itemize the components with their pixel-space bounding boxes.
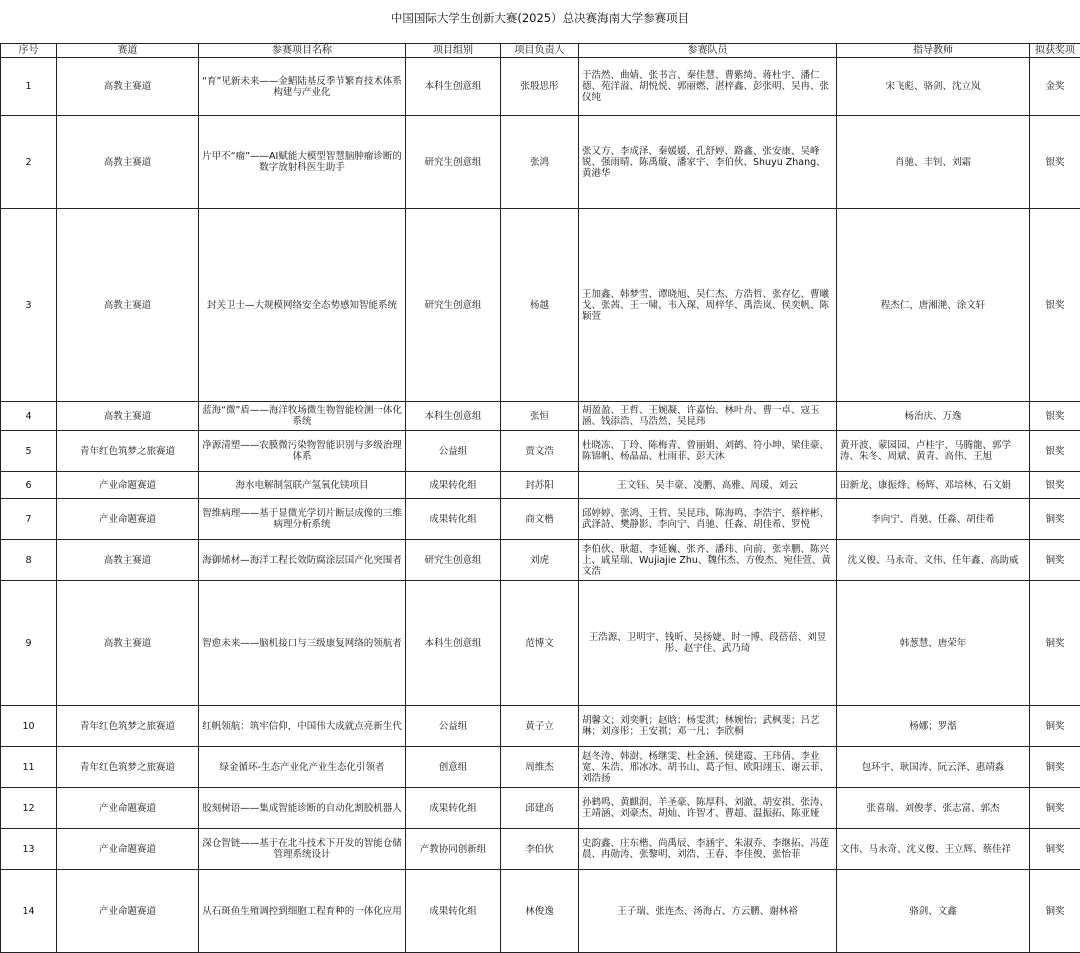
cell-track: 高教主赛道 bbox=[57, 116, 199, 209]
cell-members: 邱婷婷、张鸿、王哲、吴昆玮、陈海鸣、李浩宇、蔡梓彬、武泽詩、樊静影、李向宁、肖驰、任淼、胡佳希、罗悦 bbox=[579, 499, 837, 540]
header-project-name: 参赛项目名称 bbox=[199, 44, 406, 58]
cell-no: 2 bbox=[1, 116, 57, 209]
table-row bbox=[1, 431, 1080, 472]
cell-leader: 张恒 bbox=[501, 402, 579, 431]
cell-track: 青年红色筑梦之旅赛道 bbox=[57, 706, 199, 747]
cell-group: 成果转化组 bbox=[406, 499, 501, 540]
cell-members: 史韵鑫、庄东楷、尚禹辰、李涵宇、朱淑乔、李继拓、冯莲晨、冉勋涛、张黎明、刘浩、王春、李佳俊、张怡菲 bbox=[579, 829, 837, 870]
cell-members: 赵冬涛、韩澍、杨继雯、杜金涵、侯建霞、王玮倩、李业宽、朱浩、邢冰冰、胡书山、葛子恒、欧阳翊玉、谢云菲、刘浩扬 bbox=[579, 747, 837, 788]
table-row bbox=[1, 58, 1080, 116]
cell-project-name: 海水电解制氢联产氢氧化镁项目 bbox=[199, 472, 406, 499]
cell-award: 铜奖 bbox=[1030, 581, 1080, 706]
cell-leader: 黄子立 bbox=[501, 706, 579, 747]
table-row bbox=[1, 706, 1080, 747]
cell-members: 胡馨文；刘奕帆；赵晗；杨雯淇；林婉怡；武枫斐；吕艺琳；刘彦彤；王安祺；邓一凡；李欣桐 bbox=[579, 706, 837, 747]
cell-group: 成果转化组 bbox=[406, 788, 501, 829]
cell-mentors: 杨娜；罗湉 bbox=[837, 706, 1030, 747]
cell-group: 研究生创意组 bbox=[406, 209, 501, 402]
cell-members: 于浩然、曲婧、张书言、秦佳慧、曹紫绮、蒋杜宇、潘仁德、苑洋溢、胡悦悦、郭丽燃、湛梓鑫、彭张明、吴冉、张仪纯 bbox=[579, 58, 837, 116]
cell-project-name: 净源清塑——农膜微污染物智能识别与多级治理体系 bbox=[199, 431, 406, 472]
cell-group: 本科生创意组 bbox=[406, 581, 501, 706]
cell-track: 产业命题赛道 bbox=[57, 829, 199, 870]
cell-no: 8 bbox=[1, 540, 57, 581]
cell-no: 5 bbox=[1, 431, 57, 472]
cell-track: 高教主赛道 bbox=[57, 540, 199, 581]
cell-leader: 张殷思彤 bbox=[501, 58, 579, 116]
cell-members: 胡盈盈、王哲、王婉凝、许嘉怡、林叶舟、曹一卓、寇玉涵、钱添浩、马浩然、吴昆玮 bbox=[579, 402, 837, 431]
cell-leader: 张鸿 bbox=[501, 116, 579, 209]
header-no: 序号 bbox=[1, 44, 57, 58]
cell-group: 本科生创意组 bbox=[406, 58, 501, 116]
cell-mentors: 李向宁、肖驰、任淼、胡佳希 bbox=[837, 499, 1030, 540]
cell-members: 孙鹤鸣、黄麒润、羊圣豪、陈厚科、刘澈、胡安祺、张涛、王靖涵、刘豪杰、胡灿、许智才、曹超、温振拓、陈亚娅 bbox=[579, 788, 837, 829]
cell-leader: 林俊逸 bbox=[501, 870, 579, 953]
cell-award: 铜奖 bbox=[1030, 829, 1080, 870]
cell-award: 铜奖 bbox=[1030, 540, 1080, 581]
cell-mentors: 骆剑、文鑫 bbox=[837, 870, 1030, 953]
table-header-row bbox=[1, 44, 1080, 58]
cell-no: 7 bbox=[1, 499, 57, 540]
table-row bbox=[1, 540, 1080, 581]
cell-no: 14 bbox=[1, 870, 57, 953]
cell-project-name: 智愈未来——脑机接口与三级康复网络的领航者 bbox=[199, 581, 406, 706]
cell-members: 李伯伙、耿超、李延巍、张齐、潘玮、向前、张幸鹏、陈兴上、戚星瑞、Wujiajie Zhu、魏伟杰、方俊杰、宛佳萱、黄文浩 bbox=[579, 540, 837, 581]
cell-members: 王加鑫、韩梦雪、谭晓旭、吴仁杰、方浩哲、张存亿、曹曦戈、张茜、王一啸、韦入琛、周梓华、禹浩岚、侯奕帆、陈颖萱 bbox=[579, 209, 837, 402]
cell-group: 公益组 bbox=[406, 431, 501, 472]
cell-leader: 贾文浩 bbox=[501, 431, 579, 472]
cell-leader: 邱建高 bbox=[501, 788, 579, 829]
cell-track: 高教主赛道 bbox=[57, 402, 199, 431]
cell-leader: 范博文 bbox=[501, 581, 579, 706]
header-mentors: 指导教师 bbox=[837, 44, 1030, 58]
cell-track: 高教主赛道 bbox=[57, 58, 199, 116]
cell-project-name: 封关卫士—大规模网络安全态势感知智能系统 bbox=[199, 209, 406, 402]
cell-no: 1 bbox=[1, 58, 57, 116]
cell-project-name: “育”见新未来——金鲳陆基反季节繁育技术体系构建与产业化 bbox=[199, 58, 406, 116]
cell-members: 杜晓冻、丁玲、陈梅青、曾丽娟、刘鹤、符小坤、梁佳豪、陈锦帆、杨晶晶、杜雨菲、彭天沐 bbox=[579, 431, 837, 472]
cell-mentors: 杨治庆、万逸 bbox=[837, 402, 1030, 431]
cell-mentors: 包环宇、耿国涛、阮云泽、惠靖淼 bbox=[837, 747, 1030, 788]
table-row bbox=[1, 116, 1080, 209]
cell-group: 公益组 bbox=[406, 706, 501, 747]
cell-track: 高教主赛道 bbox=[57, 209, 199, 402]
cell-mentors: 宋飞彪、骆剑、沈立岚 bbox=[837, 58, 1030, 116]
cell-members: 张又方、李成泽、秦媛媛、孔舒婷、路鑫、张安康、吴峰锐、强雨晴、陈禹璇、潘家宇、李伯伙、Shuyu Zhang、黄港华 bbox=[579, 116, 837, 209]
cell-award: 铜奖 bbox=[1030, 788, 1080, 829]
cell-track: 高教主赛道 bbox=[57, 581, 199, 706]
cell-project-name: 片甲不“瘤”——AI赋能大模型智慧脑肿瘤诊断的数字放射科医生助手 bbox=[199, 116, 406, 209]
cell-leader: 李伯伙 bbox=[501, 829, 579, 870]
cell-project-name: 从石斑鱼生殖调控到细胞工程育种的一体化应用 bbox=[199, 870, 406, 953]
cell-group: 研究生创意组 bbox=[406, 540, 501, 581]
cell-mentors: 程杰仁、唐湘滟、涂文轩 bbox=[837, 209, 1030, 402]
cell-mentors: 肖驰、丰钊、刘霜 bbox=[837, 116, 1030, 209]
cell-award: 银奖 bbox=[1030, 472, 1080, 499]
cell-leader: 周维杰 bbox=[501, 747, 579, 788]
cell-award: 金奖 bbox=[1030, 58, 1080, 116]
table-row bbox=[1, 472, 1080, 499]
cell-track: 青年红色筑梦之旅赛道 bbox=[57, 431, 199, 472]
header-leader: 项目负责人 bbox=[501, 44, 579, 58]
cell-mentors: 文伟、马永奇、沈义俊、王立辉、蔡佳祥 bbox=[837, 829, 1030, 870]
cell-track: 产业命题赛道 bbox=[57, 870, 199, 953]
table-row bbox=[1, 581, 1080, 706]
table-row bbox=[1, 402, 1080, 431]
cell-award: 银奖 bbox=[1030, 116, 1080, 209]
cell-leader: 杨越 bbox=[501, 209, 579, 402]
cell-no: 10 bbox=[1, 706, 57, 747]
cell-award: 铜奖 bbox=[1030, 870, 1080, 953]
cell-members: 王文钰、吴丰豪、凌鹏、高雅、周瑗、刘云 bbox=[579, 472, 837, 499]
cell-mentors: 张喜瑞、刘俊孝、张志富、郭杰 bbox=[837, 788, 1030, 829]
table-row bbox=[1, 747, 1080, 788]
cell-project-name: 海御烯材—海洋工程长效防腐涂层国产化突围者 bbox=[199, 540, 406, 581]
cell-track: 青年红色筑梦之旅赛道 bbox=[57, 747, 199, 788]
cell-no: 3 bbox=[1, 209, 57, 402]
cell-group: 成果转化组 bbox=[406, 472, 501, 499]
cell-mentors: 沈义俊、马永奇、文伟、任年鑫、高助威 bbox=[837, 540, 1030, 581]
table-row bbox=[1, 788, 1080, 829]
cell-group: 研究生创意组 bbox=[406, 116, 501, 209]
cell-project-name: 蓝海“微”盾——海洋牧场微生物智能检测一体化系统 bbox=[199, 402, 406, 431]
cell-no: 9 bbox=[1, 581, 57, 706]
cell-project-name: 红帆领航：筑牢信仰，中国伟大成就点亮新生代 bbox=[199, 706, 406, 747]
cell-group: 本科生创意组 bbox=[406, 402, 501, 431]
cell-track: 产业命题赛道 bbox=[57, 499, 199, 540]
cell-award: 铜奖 bbox=[1030, 706, 1080, 747]
cell-no: 6 bbox=[1, 472, 57, 499]
header-group: 项目组别 bbox=[406, 44, 501, 58]
cell-award: 银奖 bbox=[1030, 209, 1080, 402]
cell-award: 铜奖 bbox=[1030, 499, 1080, 540]
cell-project-name: 绿金循环-生态产业化产业生态化引领者 bbox=[199, 747, 406, 788]
cell-leader: 刘虎 bbox=[501, 540, 579, 581]
table-row bbox=[1, 209, 1080, 402]
cell-project-name: 深仓智链——基于在北斗技术下开发的智能仓储管理系统设计 bbox=[199, 829, 406, 870]
cell-project-name: 胶刻树语——集成智能诊断的自动化割胶机器人 bbox=[199, 788, 406, 829]
cell-leader: 商文楷 bbox=[501, 499, 579, 540]
cell-track: 产业命题赛道 bbox=[57, 788, 199, 829]
cell-group: 成果转化组 bbox=[406, 870, 501, 953]
header-track: 赛道 bbox=[57, 44, 199, 58]
cell-leader: 封苏阳 bbox=[501, 472, 579, 499]
header-members: 参赛队员 bbox=[579, 44, 837, 58]
cell-members: 王子瑞、张连杰、汤海占、方云鹏、谢林裕 bbox=[579, 870, 837, 953]
cell-award: 银奖 bbox=[1030, 431, 1080, 472]
table-row bbox=[1, 829, 1080, 870]
header-award: 拟获奖项 bbox=[1030, 44, 1080, 58]
cell-award: 银奖 bbox=[1030, 402, 1080, 431]
cell-group: 创意组 bbox=[406, 747, 501, 788]
cell-mentors: 黄开波、蒙园园、卢桂宇、马腾龍、郭学涛、朱冬、周斌、黄青、高伟、王旭 bbox=[837, 431, 1030, 472]
cell-project-name: 智维病理——基于显微光学切片断层成像的三维病理分析系统 bbox=[199, 499, 406, 540]
cell-award: 铜奖 bbox=[1030, 747, 1080, 788]
cell-no: 13 bbox=[1, 829, 57, 870]
cell-track: 产业命题赛道 bbox=[57, 472, 199, 499]
cell-no: 12 bbox=[1, 788, 57, 829]
table-row bbox=[1, 870, 1080, 953]
cell-group: 产教协同创新组 bbox=[406, 829, 501, 870]
projects-table bbox=[0, 43, 1080, 953]
cell-no: 11 bbox=[1, 747, 57, 788]
cell-members: 王浩源、卫明宇、钱昕、吴扬婕、时一博、段蓓蓓、刘昱彤、赵宇佳、武乃琦 bbox=[579, 581, 837, 706]
cell-no: 4 bbox=[1, 402, 57, 431]
cell-mentors: 韩葱慧、唐荣年 bbox=[837, 581, 1030, 706]
document-title: 中国国际大学生创新大赛(2025）总决赛海南大学参赛项目 bbox=[0, 10, 1080, 26]
table-row bbox=[1, 499, 1080, 540]
cell-mentors: 田新龙、康振烽、杨辉、邓培林、石文娟 bbox=[837, 472, 1030, 499]
